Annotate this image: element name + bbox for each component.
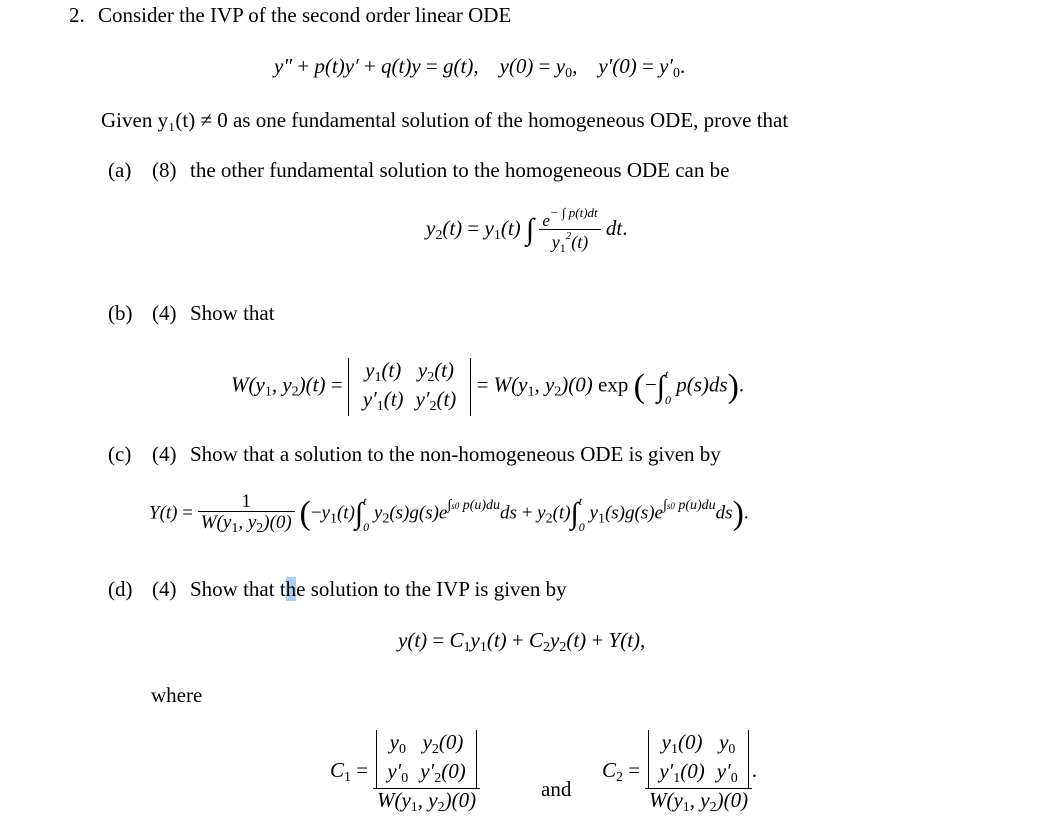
part-a-label: (a) [108,158,132,182]
given-statement: Given y₁(t) ≠ 0 as one fundamental solution of the homogeneous ODE, prove that [101,108,789,132]
part-c-points: (4) [152,442,177,466]
part-d-text-before: Show that t [190,577,286,601]
and-label: and [541,777,572,801]
formula-y2: $y_2(t) = y_1(t)$ ∫ $\frac{e^{- \int p(t)dt}}{y_1^2(t)}$ dt. [426,205,628,255]
part-b-text: Show that [190,301,275,325]
part-b-points: (4) [152,301,177,325]
part-c-label: (c) [108,442,132,466]
part-d-text-after: e solution to the IVP is given by [296,577,567,601]
part-a-text: the other fundamental solution to the homogeneous ODE can be [190,158,730,182]
problem-number: 2. [69,3,85,27]
particular-solution-formula: Y(t) = $\frac{1}{W(y_1, y_2)(0)}$ ($-y_1(t)\int$ t 0 $y_2(s)g(s)e^{\int s0 p(u)du}ds + y_2(t)\int$ t 0 $y_1(s)g(s)e^{\int s0 p(u)du}ds$). [149,491,749,536]
c1-formula: $C_1$ = $y_0$ $y_2(0)$ $y'_0$ $y'_2(0)$ $W(y_1$, $y_2)(0)$ [330,730,480,815]
c2-formula: $C_2$ = $y_1(0)$ $y_0$ $y'_1(0)$ $y'_0$ $W(y_1$, $y_2)(0)$ . [602,730,757,815]
part-d-label: (d) [108,577,133,601]
general-solution-formula: $y(t) = C_1y_1(t) + C_2y_2(t) + Y(t)$, [398,628,646,655]
ode-equation: y″ + p(t)y′ + q(t)y = g(t), $y(0) = y_0$, $y'(0) = y'_0$. [274,54,686,81]
problem-intro: Consider the IVP of the second order linear ODE [98,3,512,27]
text-selection-highlight[interactable]: h [285,577,297,601]
part-a-points: (8) [152,158,177,182]
where-label: where [151,683,203,707]
part-c-text: Show that a solution to the non-homogeneous ODE is given by [190,442,721,466]
part-d-text [190,579,567,600]
wronskian-formula: $W(y_1$, $y_2)(t)$ = $y_1(t)$ $y_2(t)$ $y'_1(t)$ $y'_2(t)$ = $W(y_1$, $y_2)(0)$ exp (−∫ t 0 p(s)ds). [231,358,745,414]
part-b-label: (b) [108,301,133,325]
part-d-points: (4) [152,577,177,601]
